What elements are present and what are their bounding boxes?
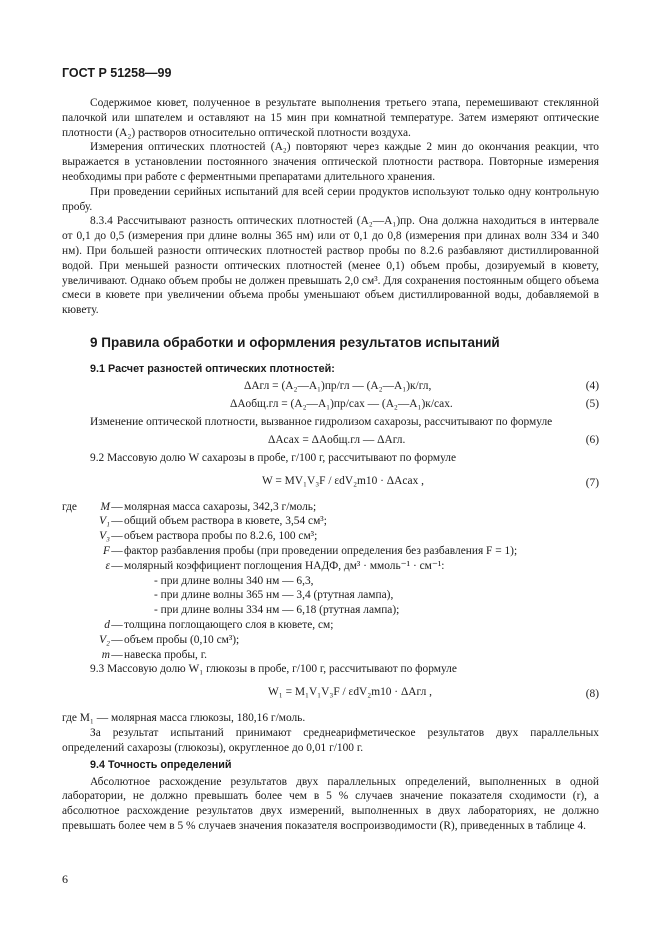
paragraph-8-3-4: 8.3.4 Рассчитывают разность оптических плотностей (A₂—A₁)пр. Она должна находиться в интервале от 0,1 до 0,5 (измерения при длине волны 365 нм) или от 0,1 до 0,8 (измерения при длинах волн 334 и 340 нм). При большей разности оптических плотностей раствор пробы по 8.2.6 разбавляют дистиллированной водой. При меньшей разности оптических плотностей (менее 0,1) объем пробы, дозируемый в кювету, увеличивают. Однако объем пробы не должен превышать 2,0 см³. Для сохранения постоянным общего объема смеси в кювете при увеличении объема пробы уменьшают объем дистиллированной воды, добавляемой в кювету. — [62, 215, 599, 317]
var-symbol: M — [100, 500, 110, 513]
var-definition: общий объем раствора в кювете, 3,54 см³; — [124, 515, 327, 528]
var-symbol: d — [104, 618, 110, 631]
variable-definitions-cont: d — толщина поглощающего слоя в кювете, см; V₂ — объем пробы (0,10 см³); m — навеска пробы, г. — [62, 618, 599, 662]
equation-5-number: (5) — [585, 397, 599, 410]
var-definition: объем раствора пробы по 8.2.6, 100 см³; — [124, 530, 318, 543]
paragraph-result: За результат испытаний принимают среднеарифметическое результатов двух параллельных определений сахарозы (глюкозы), округленное до 0,01 г/100 г. — [62, 726, 599, 754]
standard-code: ГОСТ Р 51258—99 — [62, 66, 172, 80]
list-item: - при длине волны 334 нм — 6,18 (ртутная лампа); — [154, 604, 400, 617]
var-symbol: V₂ — [99, 633, 110, 646]
subsection-9-1-heading: 9.1 Расчет разностей оптических плотностей: — [90, 362, 335, 375]
var-symbol: V₁ — [99, 515, 110, 528]
equation-7-formula: W = MV₁V₃F / εdV₂m10 · ΔAсах , — [262, 474, 424, 487]
subsection-9-4-heading: 9.4 Точность определений — [90, 758, 232, 771]
equation-7-number: (7) — [585, 476, 599, 489]
equation-6-formula: ΔAсах = ΔAобщ.гл — ΔAгл. — [268, 433, 406, 446]
var-symbol: V₃ — [99, 530, 110, 543]
var-symbol: m — [101, 648, 110, 661]
equation-8-number: (8) — [585, 688, 599, 701]
page-number: 6 — [62, 872, 68, 886]
section-9-heading: 9 Правила обработки и оформления результатов испытаний — [90, 334, 500, 350]
var-definition: фактор разбавления пробы (при проведении определения без разбавления F = 1); — [124, 544, 518, 557]
paragraph: Изменение оптической плотности, вызванное гидролизом сахарозы, рассчитывают по формуле — [90, 415, 553, 428]
paragraph: Содержимое кювет, полученное в результате выполнения третьего этапа, перемешивают стеклянной палочкой или шпателем и оставляют на 15 мин при комнатной температуре. Затем измеряют оптические плотности (A₂) растворов относительно оптической плотности воздуха. — [62, 97, 599, 139]
var-definition: навеска пробы, г. — [124, 648, 207, 661]
paragraph-9-2: 9.2 Массовую долю W сахарозы в пробе, г/100 г, рассчитывают по формуле — [90, 451, 457, 464]
epsilon-values — [62, 574, 599, 618]
paragraph-9-3: 9.3 Массовую долю W₁ глюкозы в пробе, г/100 г, рассчитывают по формуле — [90, 663, 457, 676]
equation-7 — [62, 466, 599, 500]
equation-4-formula: ΔAгл = (A₂—A₁)пр/гл — (A₂—A₁)к/гл, — [244, 379, 432, 392]
var-definition: молярная масса сахарозы, 342,3 г/моль; — [124, 500, 317, 513]
where-lead: где — [62, 500, 77, 513]
equation-8 — [62, 677, 599, 711]
list-item: - при длине волны 340 нм — 6,3, — [154, 574, 314, 587]
list-item: - при длине волны 365 нм — 3,4 (ртутная лампа), — [154, 589, 394, 602]
equation-6 — [62, 433, 599, 451]
equation-5-formula: ΔAобщ.гл = (A₂—A₁)пр/сах — (A₂—A₁)к/сах. — [230, 397, 453, 410]
document-body — [62, 96, 599, 834]
equation-6-number: (6) — [585, 433, 599, 446]
paragraph-9-4: Абсолютное расхождение результатов двух параллельных определений, выполненных в одной лаборатории, не должно превышать более чем в 5 % случаев значение показателя сходимости (r), а абсолютное расхождение результатов двух измерений, выполненных в двух лабораториях, не должно превышать более чем в 5 % случаев значения показателя воспроизводимости (R), приведенных в таблице 4. — [62, 775, 599, 832]
equation-8-formula: W₁ = M₁V₁V₃F / εdV₂m10 · ΔAгл , — [268, 686, 432, 699]
var-definition: толщина поглощающего слоя в кювете, см; — [124, 618, 334, 631]
variable-definitions: где M — молярная масса сахарозы, 342,3 г/моль; V₁ — общий объем раствора в кювете, 3,54 см³; V₃ — объем раствора пробы по 8.2.6, 100 см³; F — фактор разбавления пробы (при проведении определения без разбавления F = 1); ε — молярный коэффициент поглощения НАДФ, дм³ · ммоль⁻¹ · см⁻¹: — [62, 500, 599, 574]
paragraph: Измерения оптических плотностей (A₂) повторяют через каждые 2 мин до окончания реакции, что выражается в установлении постоянного значения оптической плотности раствора. Повторные измерения необходимы при работе с ферментными препаратами длительного хранения. — [62, 141, 599, 183]
var-symbol: ε — [105, 559, 110, 572]
equation-5 — [62, 397, 599, 415]
var-definition: молярный коэффициент поглощения НАДФ, дм³ · ммоль⁻¹ · см⁻¹: — [124, 559, 445, 572]
paragraph: При проведении серийных испытаний для всей серии продуктов используют только одну контрольную пробу. — [62, 185, 599, 213]
equation-4 — [62, 379, 599, 397]
equation-4-number: (4) — [585, 379, 599, 392]
var-definition: объем пробы (0,10 см³); — [124, 633, 240, 646]
where-m1: где M₁ — молярная масса глюкозы, 180,16 г/моль. — [62, 712, 306, 725]
var-symbol: F — [103, 544, 110, 557]
